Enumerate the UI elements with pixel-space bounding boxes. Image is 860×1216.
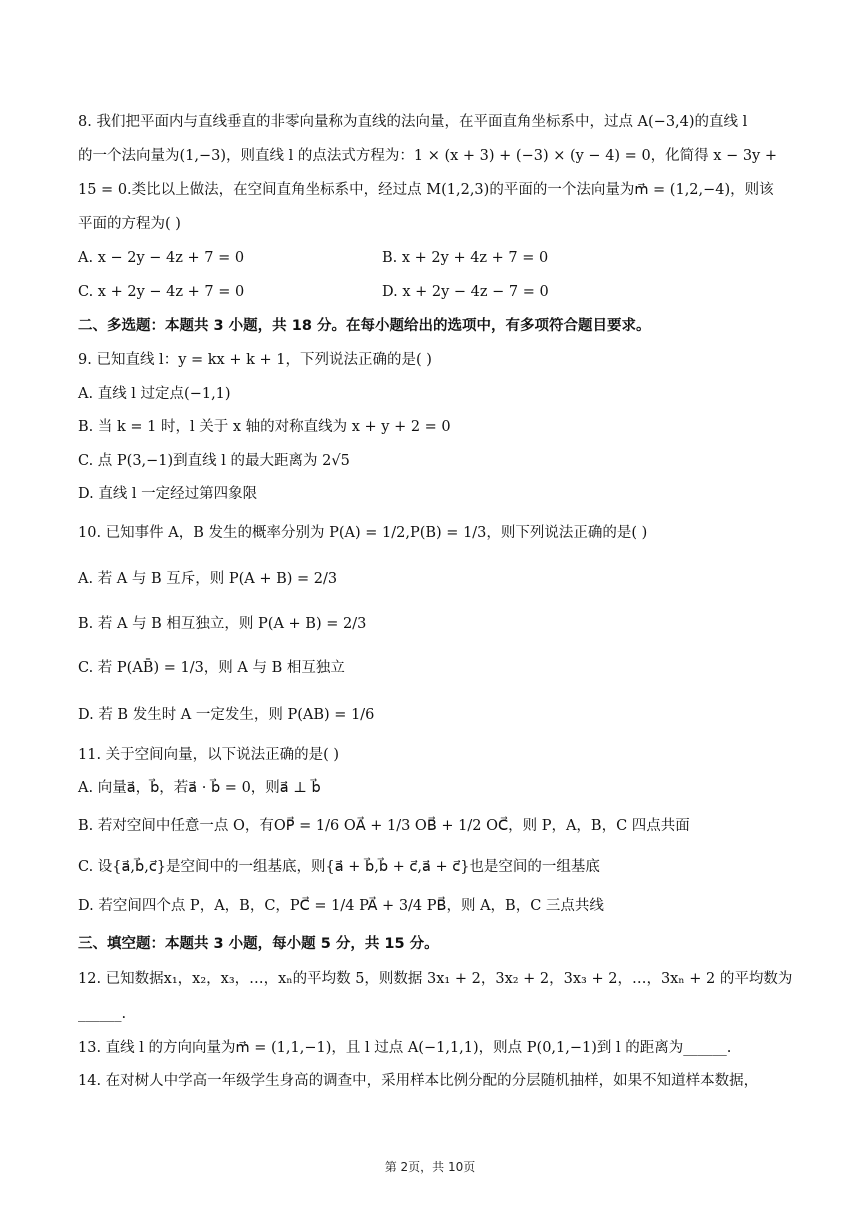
section-3-heading: 三、填空题：本题共 3 小题，每小题 5 分，共 15 分。 — [78, 936, 439, 952]
q11-option-d: D. 若空间四个点 P，A，B，C，PC⃗ = 1/4 PA⃗ + 3/4 PB⃗，则 A，B，C 三点共线 — [78, 898, 604, 914]
q9-stem: 9. 已知直线 l：y = kx + k + 1，下列说法正确的是( ) — [78, 352, 432, 368]
q8-option-d: D. x + 2y − 4z − 7 = 0 — [382, 284, 549, 300]
q8-option-c: C. x + 2y − 4z + 7 = 0 — [78, 284, 245, 300]
q14-text: 14. 在对树人中学高一年级学生身高的调查中，采用样本比例分配的分层随机抽样，如果不知道样本数据， — [78, 1073, 759, 1089]
q8-line-2: 的一个法向量为(1,−3)，则直线 l 的点法式方程为：1 × (x + 3) + (−3) × (y − 4) = 0，化简得 x − 3y + — [78, 148, 777, 164]
q12-line-2: ______. — [78, 1006, 127, 1022]
q10-option-a: A. 若 A 与 B 互斥，则 P(A + B) = 2/3 — [78, 571, 338, 587]
q9-option-b: B. 当 k = 1 时，l 关于 x 轴的对称直线为 x + y + 2 = 0 — [78, 419, 451, 435]
q8-option-b: B. x + 2y + 4z + 7 = 0 — [382, 250, 549, 266]
q11-option-c: C. 设{a⃗,b⃗,c⃗}是空间中的一组基底，则{a⃗ + b⃗,b⃗ + c⃗,a⃗ + c⃗}也是空间的一组基底 — [78, 859, 600, 875]
q10-option-c: C. 若 P(AB̄) = 1/3，则 A 与 B 相互独立 — [78, 660, 345, 676]
q9-option-d: D. 直线 l 一定经过第四象限 — [78, 486, 258, 502]
q12-line-1: 12. 已知数据x₁，x₂，x₃，…，xₙ的平均数 5，则数据 3x₁ + 2，3x₂ + 2，3x₃ + 2，…，3xₙ + 2 的平均数为 — [78, 971, 793, 987]
q9-option-a: A. 直线 l 过定点(−1,1) — [78, 386, 231, 402]
q8-line-4: 平面的方程为( ) — [78, 216, 181, 232]
q8-option-a: A. x − 2y − 4z + 7 = 0 — [78, 250, 245, 266]
q10-option-b: B. 若 A 与 B 相互独立，则 P(A + B) = 2/3 — [78, 616, 367, 632]
q11-option-b: B. 若对空间中任意一点 O，有OP⃗ = 1/6 OA⃗ + 1/3 OB⃗ + 1/2 OC⃗，则 P，A，B，C 四点共面 — [78, 818, 690, 834]
q10-stem: 10. 已知事件 A，B 发生的概率分别为 P(A) = 1/2,P(B) = 1/3，则下列说法正确的是( ) — [78, 525, 648, 541]
q8-line-3: 15 = 0.类比以上做法，在空间直角坐标系中，经过点 M(1,2,3)的平面的一个法向量为m⃗ = (1,2,−4)，则该 — [78, 182, 774, 198]
section-2-heading: 二、多选题：本题共 3 小题，共 18 分。在每小题给出的选项中，有多项符合题目要求。 — [78, 318, 651, 334]
q11-option-a: A. 向量a⃗，b⃗，若a⃗ · b⃗ = 0，则a⃗ ⊥ b⃗ — [78, 780, 321, 796]
page-footer: 第 2页，共 10页 — [384, 1160, 476, 1174]
q10-option-d: D. 若 B 发生时 A 一定发生，则 P(AB) = 1/6 — [78, 707, 375, 723]
q11-stem: 11. 关于空间向量，以下说法正确的是( ) — [78, 747, 340, 763]
q13-text: 13. 直线 l 的方向向量为m⃗ = (1,1,−1)，且 l 过点 A(−1,1,1)，则点 P(0,1,−1)到 l 的距离为______. — [78, 1040, 732, 1056]
q9-option-c: C. 点 P(3,−1)到直线 l 的最大距离为 2√5 — [78, 453, 350, 469]
q8-line-1: 8. 我们把平面内与直线垂直的非零向量称为直线的法向量，在平面直角坐标系中，过点 A(−3,4)的直线 l — [78, 114, 748, 130]
